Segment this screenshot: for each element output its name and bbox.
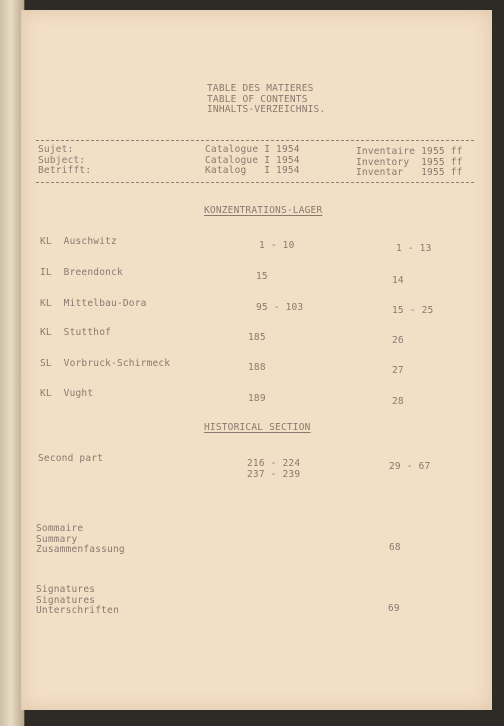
catalogue-label-fr: Catalogue I 1954 [205, 144, 300, 155]
entry-name-mittelbau-dora: KL Mittelbau-Dora [40, 298, 147, 309]
entry-name-stutthof: KL Stutthof [40, 327, 112, 338]
section-heading-historical: HISTORICAL SECTION [204, 422, 311, 433]
subject-label-fr: Sujet: [38, 144, 74, 155]
subject-label-de: Betrifft: [38, 165, 92, 176]
entry-name-vught: KL Vught [40, 388, 94, 399]
entry-inventory-second-part: 29 - 67 [389, 461, 431, 472]
header-rule-bottom [36, 182, 474, 183]
entry-inventory-stutthof: 26 [392, 335, 404, 346]
inventory-label-fr: Inventaire 1955 ff [356, 146, 463, 157]
subject-column-header [38, 145, 91, 177]
signatures-label-en: Signatures [36, 594, 96, 606]
entry-inventory-summary: 68 [389, 542, 401, 553]
header-rule-top [36, 140, 474, 141]
entry-name-summary [36, 524, 125, 556]
subject-label-en: Subject: [38, 154, 86, 166]
entry-inventory-vorbruck-schirmeck: 27 [392, 365, 404, 376]
catalogue-column-header [205, 145, 300, 177]
title-line-3: INHALTS-VERZEICHNIS. [207, 104, 326, 115]
catalogue-label-de: Katalog I 1954 [205, 165, 300, 176]
title-line-2: TABLE OF CONTENTS [207, 93, 308, 105]
entry-inventory-vught: 28 [392, 396, 404, 407]
section-heading-camps: KONZENTRATIONS-LAGER [204, 205, 323, 216]
inventory-label-en: Inventory 1955 ff [356, 156, 463, 168]
entry-inventory-breendonck: 14 [392, 275, 404, 286]
entry-name-auschwitz: KL Auschwitz [40, 236, 117, 247]
summary-label-de: Zusammenfassung [36, 544, 125, 555]
signatures-label-de: Unterschriften [36, 605, 119, 616]
document-title [207, 84, 325, 116]
entry-catalogue-stutthof: 185 [248, 332, 266, 343]
entry-catalogue-mittelbau-dora: 95 - 103 [256, 302, 304, 313]
entry-name-breendonck: IL Breendonck [40, 267, 123, 278]
entry-inventory-auschwitz: 1 - 13 [396, 243, 432, 254]
entry-catalogue-vught: 189 [248, 393, 266, 404]
entry-catalogue-second-part [247, 459, 300, 480]
entry-catalogue-breendonck: 15 [256, 271, 268, 282]
inventory-column-header [356, 147, 463, 179]
catalogue-range-2: 237 - 239 [247, 468, 301, 480]
catalogue-label-en: Catalogue I 1954 [205, 154, 300, 166]
catalogue-range-1: 216 - 224 [247, 458, 301, 469]
summary-label-fr: Sommaire [36, 523, 84, 534]
entry-name-second-part: Second part [38, 453, 104, 464]
entry-inventory-signatures: 69 [388, 603, 400, 614]
inventory-label-de: Inventar 1955 ff [356, 167, 463, 178]
entry-catalogue-vorbruck-schirmeck: 188 [248, 362, 266, 373]
signatures-label-fr: Signatures [36, 584, 96, 595]
entry-name-vorbruck-schirmeck: SL Vorbruck-Schirmeck [40, 358, 171, 369]
title-line-1: TABLE DES MATIERES [207, 83, 314, 94]
entry-inventory-mittelbau-dora: 15 - 25 [392, 305, 434, 316]
entry-name-signatures [36, 585, 119, 617]
entry-catalogue-auschwitz: 1 - 10 [259, 240, 295, 251]
summary-label-en: Summary [36, 533, 78, 545]
